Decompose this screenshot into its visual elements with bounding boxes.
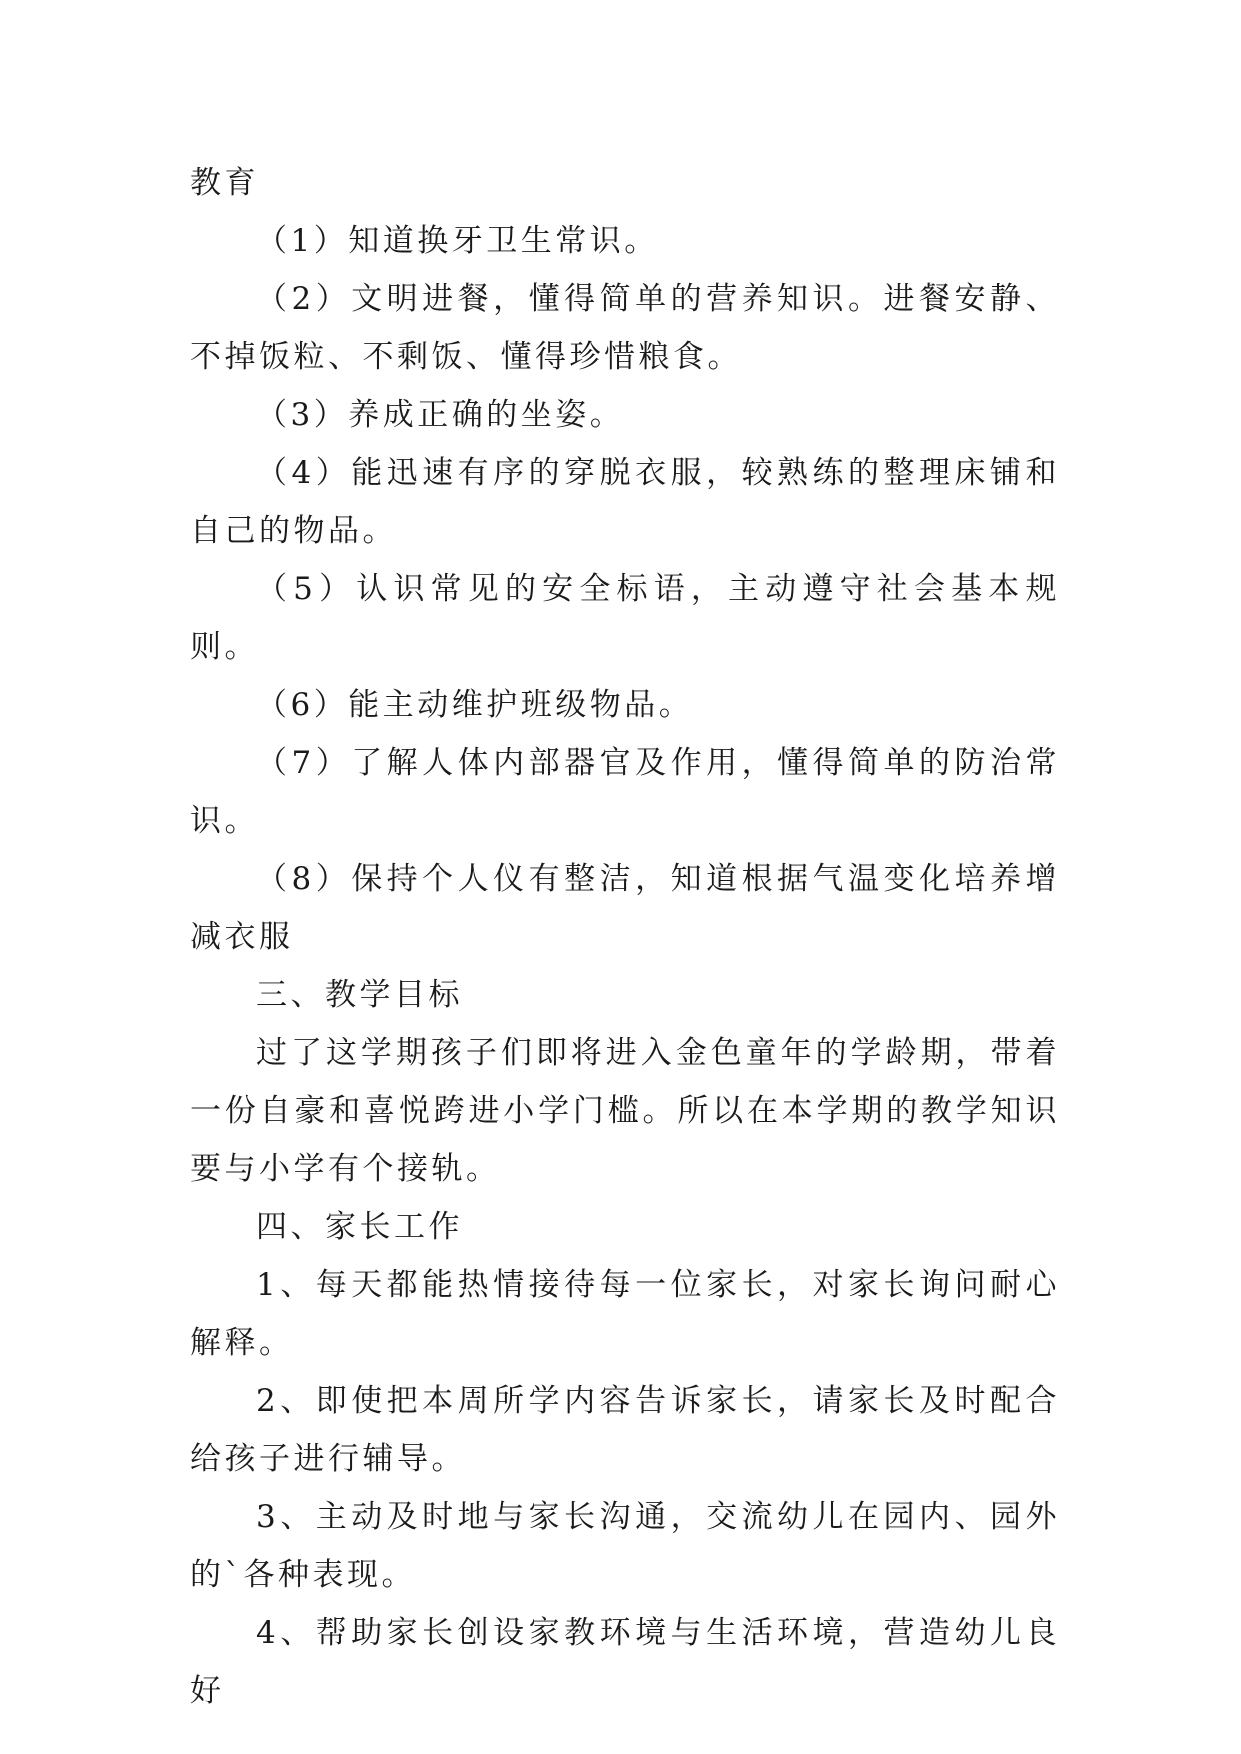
paragraph-parent-work-3: 3、主动及时地与家长沟通，交流幼儿在园内、园外的`各种表现。 <box>190 1499 1060 1593</box>
paragraph-item-1: （1）知道换牙卫生常识。 <box>256 223 659 259</box>
paragraph-teaching-goals: 过了这学期孩子们即将进入金色童年的学龄期，带着一份自豪和喜悦跨进小学门槛。所以在本学期的教学知识要与小学有个接轨。 <box>190 1035 1060 1187</box>
paragraph-item-2: （2）文明进餐，懂得简单的营养知识。进餐安静、不掉饭粒、不剩饭、懂得珍惜粮食。 <box>190 281 1060 375</box>
paragraph-parent-work-4: 4、帮助家长创设家教环境与生活环境，营造幼儿良好 <box>190 1615 1060 1709</box>
paragraph-item-4: （4）能迅速有序的穿脱衣服，较熟练的整理床铺和自己的物品。 <box>190 455 1060 549</box>
document-body <box>190 154 1060 1720</box>
paragraph-parent-work-1: 1、每天都能热情接待每一位家长，对家长询问耐心解释。 <box>190 1267 1060 1361</box>
paragraph-item-5: （5）认识常见的安全标语，主动遵守社会基本规则。 <box>190 571 1060 665</box>
section-heading-teaching-goals: 三、教学目标 <box>256 977 463 1013</box>
paragraph-education-continued: 教育 <box>190 165 259 201</box>
paragraph-parent-work-2: 2、即使把本周所学内容告诉家长，请家长及时配合给孩子进行辅导。 <box>190 1383 1060 1477</box>
paragraph-item-7: （7）了解人体内部器官及作用，懂得简单的防治常识。 <box>190 745 1060 839</box>
paragraph-item-3: （3）养成正确的坐姿。 <box>256 397 625 433</box>
paragraph-item-8: （8）保持个人仪有整洁，知道根据气温变化培养增减衣服 <box>190 861 1060 955</box>
section-heading-parent-work: 四、家长工作 <box>256 1209 463 1245</box>
paragraph-item-6: （6）能主动维护班级物品。 <box>256 687 694 723</box>
